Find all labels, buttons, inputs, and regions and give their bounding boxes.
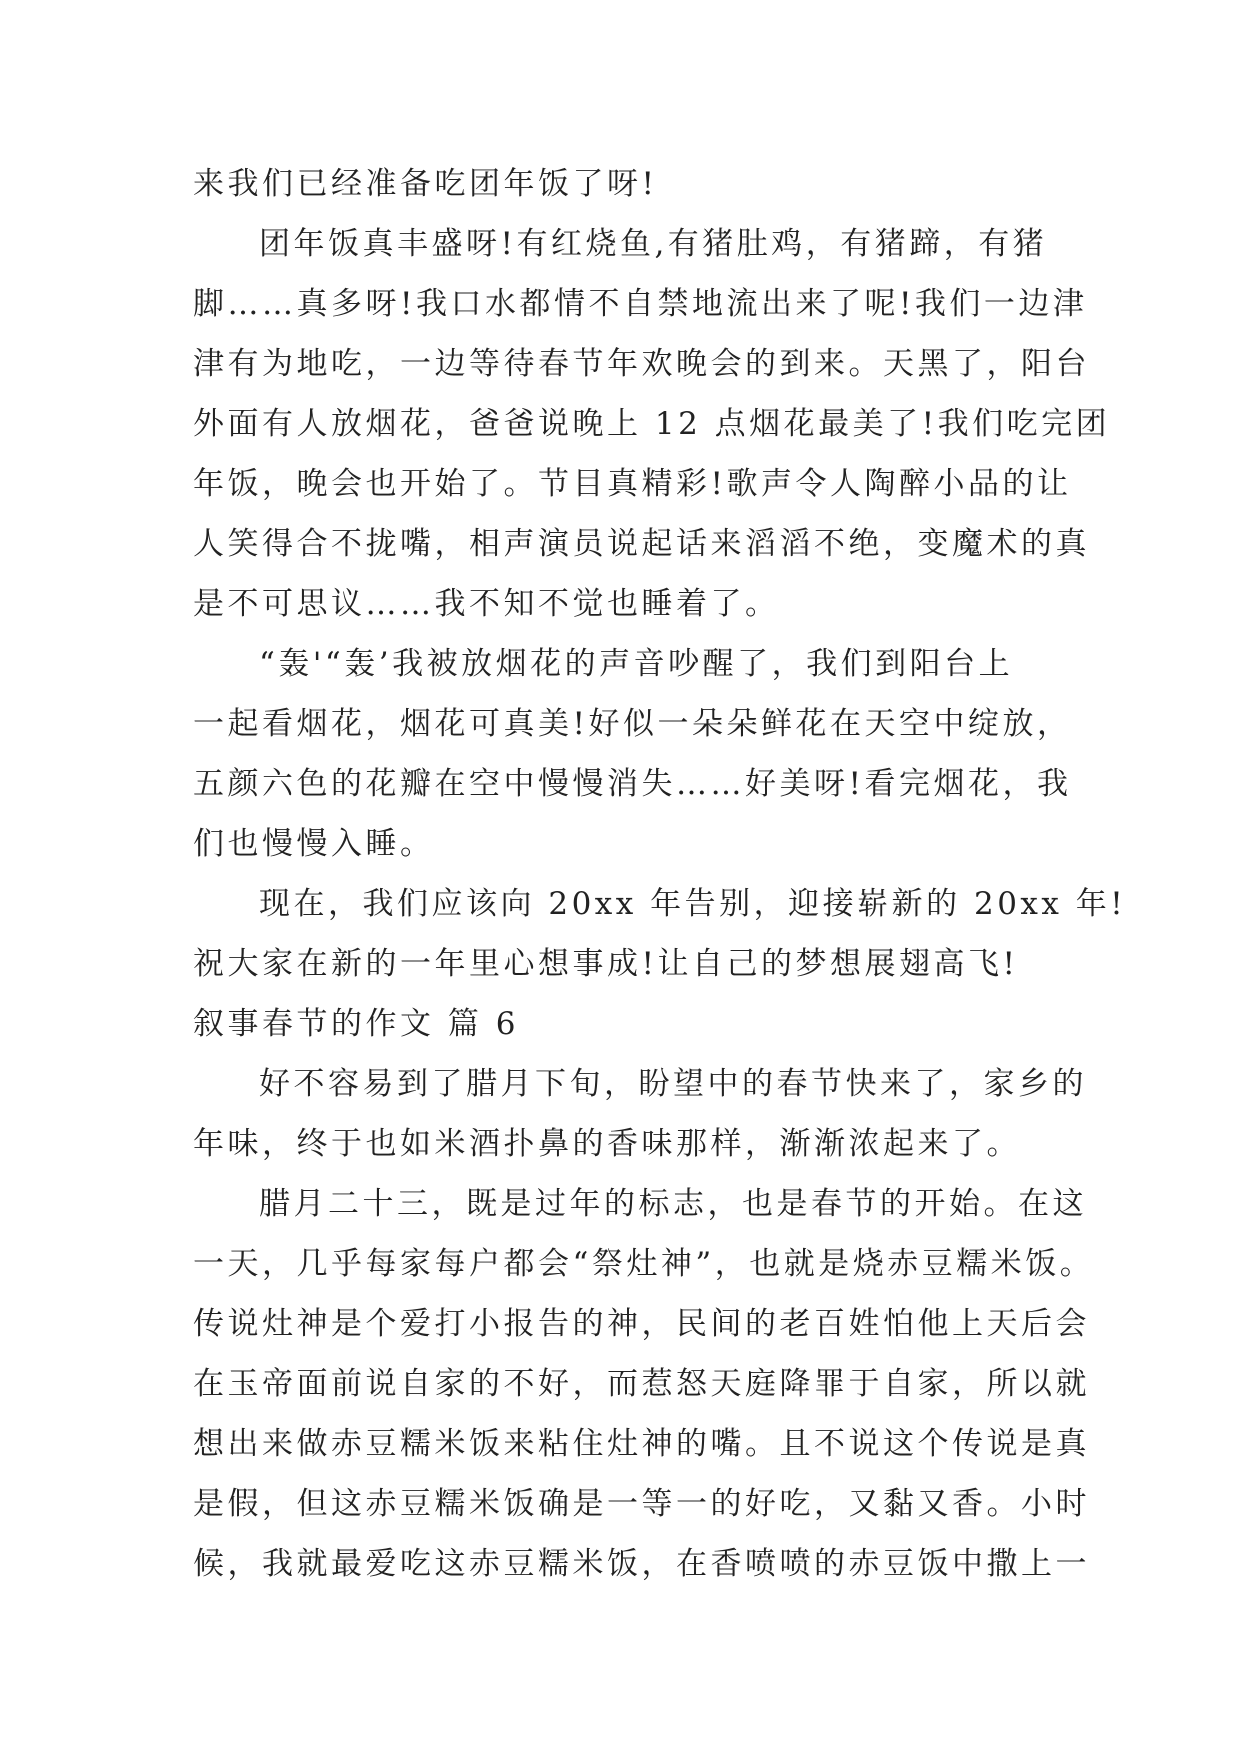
text-line: 外面有人放烟花，爸爸说晚上 12 点烟花最美了!我们吃完团 (193, 406, 1111, 442)
text-line: 想出来做赤豆糯米饭来粘住灶神的嘴。且不说这个传说是真 (193, 1426, 1090, 1462)
text-line: 传说灶神是个爱打小报告的神，民间的老百姓怕他上天后会 (193, 1306, 1090, 1342)
text-line: 人笑得合不拢嘴，相声演员说起话来滔滔不绝，变魔术的真 (193, 526, 1090, 562)
text-line: 一起看烟花，烟花可真美!好似一朵朵鲜花在天空中绽放， (193, 706, 1072, 742)
text-line: 是不可思议……我不知不觉也睡着了。 (193, 586, 780, 622)
text-line: 好不容易到了腊月下旬，盼望中的春节快来了，家乡的 (259, 1066, 1087, 1102)
text-line: 脚……真多呀!我口水都情不自禁地流出来了呢!我们一边津 (193, 286, 1088, 322)
text-line: 祝大家在新的一年里心想事成!让自己的梦想展翅高飞! (193, 946, 1019, 982)
text-line: 五颜六色的花瓣在空中慢慢消失……好美呀!看完烟花，我 (193, 766, 1072, 802)
text-line: 腊月二十三，既是过年的标志，也是春节的开始。在这 (259, 1186, 1087, 1222)
text-line: 是假，但这赤豆糯米饭确是一等一的好吃，又黏又香。小时 (193, 1486, 1090, 1522)
text-line: 津有为地吃，一边等待春节年欢晚会的到来。天黑了，阳台 (193, 346, 1090, 382)
text-line: 来我们已经准备吃团年饭了呀! (193, 166, 658, 202)
text-line: 年味，终于也如米酒扑鼻的香味那样，渐渐浓起来了。 (193, 1126, 1021, 1162)
text-line: 在玉帝面前说自家的不好，而惹怒天庭降罪于自家，所以就 (193, 1366, 1090, 1402)
text-line: 现在，我们应该向 20xx 年告别，迎接崭新的 20xx 年! (259, 886, 1127, 922)
text-line: 团年饭真丰盛呀!有红烧鱼,有猪肚鸡，有猪蹄，有猪 (259, 226, 1048, 262)
text-line: “轰'“轰’我被放烟花的声音吵醒了，我们到阳台上 (259, 646, 1014, 682)
essay-text-block (193, 154, 1127, 1594)
text-line: 叙事春节的作文 篇 6 (193, 1006, 519, 1042)
text-line: 一天，几乎每家每户都会“祭灶神”，也就是烧赤豆糯米饭。 (193, 1246, 1095, 1282)
text-line: 候，我就最爱吃这赤豆糯米饭，在香喷喷的赤豆饭中撒上一 (193, 1546, 1090, 1582)
text-line: 年饭，晚会也开始了。节目真精彩!歌声令人陶醉小品的让 (193, 466, 1072, 502)
text-line: 们也慢慢入睡。 (193, 826, 435, 862)
